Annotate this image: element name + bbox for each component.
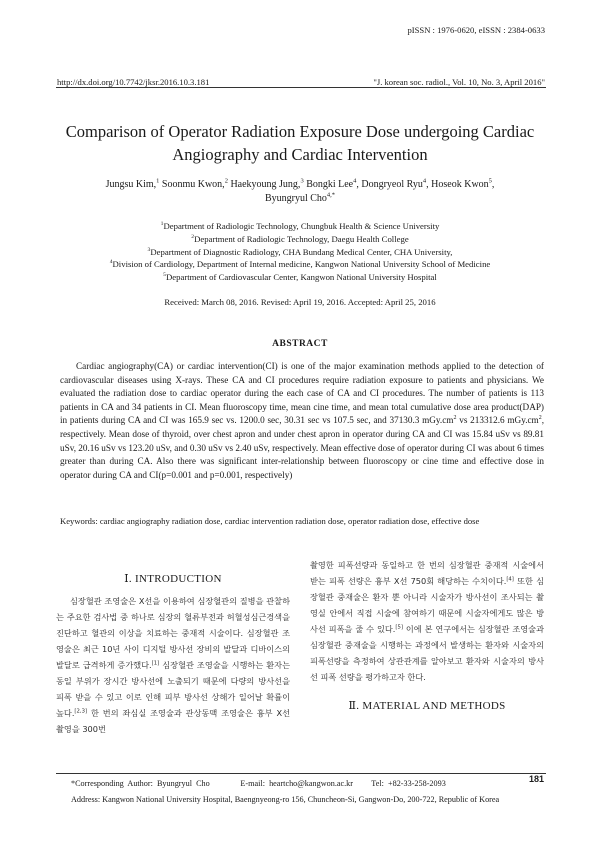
affiliation-item <box>40 246 560 259</box>
abstract-text: Cardiac angiography(CA) or cardiac intervention(CI) is one of the major examination methods applied to the detection of cardiovascular diseases using X-rays. These CA and CI procedures require radiation exposure to patients and physicians. We evaluated the radiation dose to cardiac operator during the each case of CA and CI procedures. The number of patients is 113 patients in CA and 34 patients in CI. Mean fluoroscopy time, mean cine time, and mean total cumulative dose area product(DAP) in patients during CA and CI was 165.9 sec vs. 1200.0 sec, 30.31 sec vs 107.5 sec, and 37130.3 mGy.cm <box>60 361 544 426</box>
affiliation-sup: 5 <box>163 272 166 279</box>
intro-text: 이에 본 연구에서는 심장혈관 조영술과 심장혈관 중재술을 시행하는 과정에서 발생하는 환자와 시술자의 피폭선량을 측정하여 상관관계를 알아보고 환자와 시술자의 방사선 피폭 선량을 평가하고자 한다. <box>310 624 544 682</box>
page-number: 181 <box>528 774 544 784</box>
author-name: Bongki Lee <box>306 179 354 190</box>
affiliation-item <box>40 258 560 271</box>
paper-title <box>40 120 560 166</box>
affiliation-item <box>40 220 560 233</box>
affiliation-sup: 1 <box>160 221 164 228</box>
author-affil-sup: 1 <box>156 177 160 185</box>
author-name: Haekyoung Jung, <box>230 179 301 190</box>
affiliation-text: Department of Diagnostic Radiology, CHA Bundang Medical Center, CHA University, <box>150 246 453 257</box>
abstract-sup: 2 <box>453 415 457 422</box>
body-column-right <box>310 557 544 720</box>
affiliation-sup: 3 <box>147 246 151 253</box>
header-divider <box>56 87 546 88</box>
intro-paragraph-continued <box>310 557 544 685</box>
affiliation-text: Department of Radiologic Technology, Daegu Health College <box>194 233 409 244</box>
affiliation-text: Department of Radiologic Technology, Chungbuk Health & Science University <box>163 221 440 231</box>
author-name: Soonmu Kwon, <box>161 179 225 190</box>
corresponding-author: *Corresponding Author: Byungryul Cho E-mail: heartcho@kangwon.ac.kr Tel: +82-33-258-2093 <box>71 779 446 788</box>
intro-text: 심장혈관 조영술은 X선을 이용하여 심장혈관의 질병을 관찰하는 주요한 검사법 중 하나로 심장의 혈류부전과 허혈성심근경색을 진단하고 혈관의 이상을 치료하는 중재적 시술이다. 심장혈관 조영술은 최근 10년 사이 디지털 방사선 장비의 발달과 디바이스의 발달로 급격하게 증가했다. <box>56 596 290 670</box>
author-affil-sup: 5 <box>488 177 492 185</box>
citation-ref[interactable]: [4] <box>506 576 514 583</box>
author-affil-sup: 4,* <box>326 191 336 199</box>
body-column-left <box>56 572 290 737</box>
author-affil-sup: 4 <box>353 177 357 185</box>
intro-paragraph <box>56 593 290 737</box>
author-list <box>70 178 530 206</box>
affiliation-text: Division of Cardiology, Department of Internal medicine, Kangwon National University School of Medicine <box>112 259 491 270</box>
affiliation-item <box>40 271 560 284</box>
issn-line: pISSN : 1976-0620, eISSN : 2384-0633 <box>407 25 545 35</box>
intro-text: 촬영한 피폭선량과 동일하고 한 번의 심장혈관 중재적 시술에서 받는 피폭 선량은 흉부 X선 750회 해당하는 수치이다. <box>310 560 544 586</box>
author-affil-sup: 2 <box>224 177 228 185</box>
citation-ref[interactable]: [5] <box>395 624 403 631</box>
affiliation-list <box>40 220 560 284</box>
citation-ref[interactable]: [2,3] <box>74 708 88 715</box>
author-name: Jungsu Kim, <box>105 179 157 190</box>
author-address: Address: Kangwon National University Hospital, Baengnyeong-ro 156, Chuncheon-Si, Gangwon-Do, 200-722, Republic of Korea <box>71 795 500 804</box>
affiliation-sup: 2 <box>191 233 195 240</box>
intro-text: 또한 심장혈관 중재술은 환자 뿐 아니라 시술자가 방사선이 조사되는 촬영실 안에서 직접 시술에 참여하기 때문에 시술자에게도 많은 방사선 피폭을 줄 수 있다. <box>310 576 544 634</box>
author-name: , Hoseok Kwon <box>426 179 489 190</box>
intro-text: 심장혈관 조영술을 시행하는 환자는 동일 부위가 장시간 방사선에 노출되기 때문에 다량의 방사선을 피폭 받을 수 있고 이로 인해 피부 방사선 상해가 일어날 확률이 높다. <box>56 660 290 718</box>
abstract-text: , respectively. Mean dose of thyroid, over chest apron and under chest apron in operator during CA and CI was 15.84 uSv vs 89.81 uSv, 20.16 uSv vs 123.20 uSv, and 0.30 uSv vs 2.40 uSv, respectively. Mean effective dose of operator during CI was about 6 times greater than during CA. Also there was significant inter-relationship between fluoroscopy or cine time and effective dose in operator during CA and CI(p=0.001 and p=0.001, respectively) <box>60 415 544 480</box>
title-line-2: Angiography and Cardiac Intervention <box>172 145 428 164</box>
abstract-sup: 2 <box>538 415 542 422</box>
section-heading-introduction: Ⅰ. INTRODUCTION <box>124 573 222 585</box>
author-affil-sup: 3 <box>300 177 304 185</box>
author-name: Byungryul Cho <box>264 193 327 204</box>
affiliation-sup: 4 <box>109 259 113 266</box>
affiliation-item <box>40 233 560 246</box>
citation-ref[interactable]: [1] <box>151 660 160 667</box>
keywords-line: Keywords: cardiac angiography radiation dose, cardiac intervention radiation dose, operator radiation dose, effective dose <box>60 516 480 526</box>
submission-dates: Received: March 08, 2016. Revised: April 19, 2016. Accepted: April 25, 2016 <box>164 297 436 307</box>
title-line-1: Comparison of Operator Radiation Exposure Dose undergoing Cardiac <box>65 122 535 141</box>
author-affil-sup: 4 <box>422 177 427 185</box>
journal-citation: "J. korean soc. radiol., Vol. 10, No. 3, April 2016" <box>373 77 545 87</box>
doi-link[interactable]: http://dx.doi.org/10.7742/jksr.2016.10.3.181 <box>57 77 210 87</box>
author-name: , Dongryeol Ryu <box>356 179 423 190</box>
affiliation-text: Department of Cardiovascular Center, Kangwon National University Hospital <box>166 272 437 283</box>
abstract-text: vs 213312.6 mGy.cm <box>456 415 539 426</box>
author-separator: , <box>491 179 495 190</box>
footer-divider <box>56 773 546 774</box>
abstract-body <box>60 360 544 482</box>
section-heading-methods: Ⅱ. MATERIAL AND METHODS <box>348 700 506 712</box>
intro-text: 한 번의 좌심실 조영술과 관상동맥 조영술은 흉부 X선 촬영을 300번 <box>56 708 290 734</box>
abstract-heading: ABSTRACT <box>272 339 328 349</box>
